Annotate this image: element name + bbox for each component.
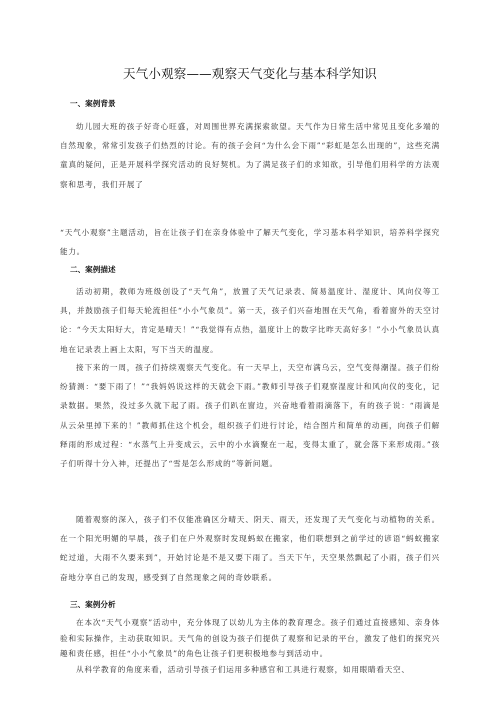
paragraph: 接下来的一周，孩子们持续观察天气变化。有一天早上，天空布满乌云，空气变得潮湿。孩子们纷纷猜测：“要下雨了！”“我妈妈说这样的天就会下雨。”教师引导孩子们观察湿度计和风向仪的变化，记录数据。果然，没过多久就下起了雨。孩子们趴在窗边，兴奋地看着雨滴落下，有的孩子说：“雨滴是从云朵里掉下来的！”教师抓住这个机会，组织孩子们进行讨论，结合图片和简单的动画，向孩子们解释雨的形成过程：“水蒸气上升变成云，云中的小水滴聚在一起，变得太重了，就会落下来形成雨。”孩子们听得十分入神，还提出了“雪是怎么形成的”等新问题。 <box>60 363 440 469</box>
paragraph: 在本次“天气小观察”活动中，充分体现了以幼儿为主体的教育理念。孩子们通过直接感知、亲身体验和实际操作，主动获取知识。天气角的创设为孩子们提供了观察和记录的平台，激发了他们的探究兴趣和责任感，担任“小小气象员”的角色让孩子们更积极地参与到活动中。 <box>60 618 440 658</box>
document-title: 天气小观察——观察天气变化与基本科学知识 <box>122 66 377 81</box>
section-heading-analysis: 三、案例分析 <box>70 600 116 609</box>
section-heading-description: 二、案例描述 <box>70 265 116 274</box>
paragraph: 随着观察的深入，孩子们不仅能准确区分晴天、阴天、雨天，还发现了天气变化与动植物的关系。在一个阳光明媚的早晨，孩子们在户外观察时发现蚂蚁在搬家，他们联想到之前学过的谚语“蚂蚁搬家蛇过道，大雨不久要来到”，开始讨论是不是又要下雨了。当天下午，天空果然飘起了小雨，孩子们兴奋地分享自己的发现，感受到了自然现象之间的奇妙联系。 <box>60 515 440 582</box>
paragraph: 活动初期，教师为班级创设了“天气角”，放置了天气记录表、简易温度计、湿度计、风向仪等工具，并鼓励孩子们每天轮流担任“小小气象员”。第一天，孩子们兴奋地围在天气角，看着窗外的天空讨论：“今天太阳好大，肯定是晴天！”“我觉得有点热，温度计上的数字比昨天高好多！”小小气象员认真地在记录表上画上太阳，写下当天的温度。 <box>60 287 440 354</box>
paragraph: “天气小观察”主题活动，旨在让孩子们在亲身体验中了解天气变化，学习基本科学知识，培养科学探究能力。 <box>60 228 440 257</box>
section-heading-background: 一、案例背景 <box>70 99 116 108</box>
paragraph: 幼儿园大班的孩子好奇心旺盛，对周围世界充满探索欲望。天气作为日常生活中常见且变化多端的自然现象，常常引发孩子们热烈的讨论。有的孩子会问“为什么会下雨”“彩虹是怎么出现的”，这些充满童真的疑问，正是开展科学探究活动的良好契机。为了满足孩子们的求知欲，引导他们用科学的方法观察和思考，我们开展了 <box>60 122 440 189</box>
paragraph: 从科学教育的角度来看，活动引导孩子们运用多种感官和工具进行观察，如用眼睛看天空、 <box>76 665 410 674</box>
